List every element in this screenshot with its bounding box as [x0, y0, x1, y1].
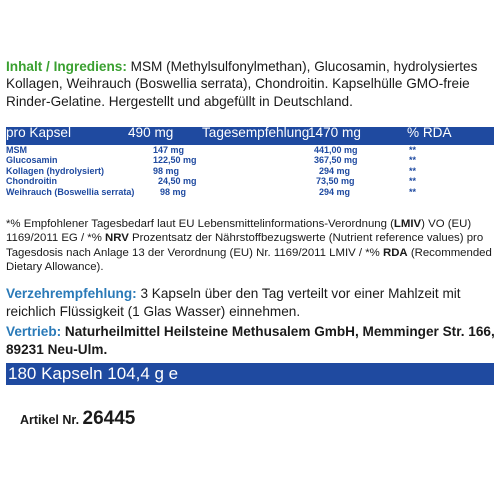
table-row [6, 155, 494, 165]
row-name: Glucosamin [6, 155, 58, 166]
article-number-value: 26445 [82, 408, 136, 429]
ingredients-label: Inhalt / Ingrediens: [6, 59, 127, 74]
header-daily-label: Tagesempfehlung [202, 125, 310, 140]
row-rda: ** [409, 155, 417, 166]
row-amount: 24,50 mg [158, 176, 197, 187]
row-amount: 122,50 mg [153, 155, 197, 166]
footnote-text: Prozentsatz der Nährstoffbezugswerte (Nutrient reference values) pro Tagesdosis nach Anlage 13 der Verordnung (EU) Nr. 1169/2011 LMIV / *% [6, 232, 484, 259]
table-row [6, 166, 494, 176]
row-rda: ** [409, 186, 417, 197]
row-amount: 147 mg [153, 145, 185, 155]
footnote-lmiv: LMIV [393, 218, 422, 230]
footnote-nrv: NRV [105, 232, 129, 245]
header-capsule-amount: 490 mg [128, 125, 174, 140]
capsule-count: 180 Kapseln 104,4 g e [8, 364, 179, 383]
row-rda: ** [409, 176, 417, 187]
row-amount: 98 mg [153, 165, 180, 176]
row-rda: ** [409, 145, 417, 155]
row-amount: 98 mg [160, 186, 187, 197]
footnote-text: (Recommended Dietary Allowance). [6, 246, 492, 274]
row-name: MSM [6, 145, 27, 155]
row-name: Weihrauch (Boswellia serrata) [6, 186, 135, 197]
article-number [20, 408, 135, 430]
row-name: Kollagen (hydrolysiert) [6, 165, 105, 176]
row-rda: ** [409, 165, 417, 176]
header-daily-amount: 1470 mg [308, 125, 361, 140]
footnote-text: ) VO (EU) 1169/2011 EG / *% [6, 218, 472, 245]
row-daily: 73,50 mg [316, 176, 355, 187]
row-daily: 294 mg [319, 186, 351, 197]
row-daily: 367,50 mg [314, 155, 358, 166]
table-row [6, 145, 494, 155]
capsule-count-banner [6, 363, 494, 385]
row-daily: 294 mg [319, 165, 351, 176]
header-rda: % RDA [407, 125, 452, 140]
nutrition-table-header [6, 127, 494, 145]
article-number-label: Artikel Nr. [20, 413, 83, 427]
header-per-capsule: pro Kapsel [6, 125, 71, 140]
footnote-rda: RDA [382, 246, 408, 259]
distributor-text: Naturheilmittel Heilsteine Methusalem GmbH, Memminger Str. 166, 89231 Neu-Ulm. [6, 324, 495, 357]
ingredients-text: MSM (Methylsulfonylmethan), Glucosamin, hydrolysiertes Kollagen, Weihrauch (Boswellia serrata), Chondroitin. Kapselhülle GMO-freie Rinder-Gelatine. Hergestellt und abgefüllt in Deutschland. [6, 59, 478, 109]
row-daily: 441,00 mg [314, 145, 358, 155]
dosage-text: 3 Kapseln über den Tag verteilt vor einer Mahlzeit mit reichlich Flüssigkeit (1 Glas Wasser) einnehmen. [6, 286, 461, 319]
table-row [6, 187, 494, 197]
table-row [6, 176, 494, 186]
distributor-label: Vertrieb: [6, 324, 62, 339]
ingredients-paragraph [6, 58, 494, 110]
row-name: Chondroitin [6, 176, 57, 187]
distributor-info [6, 323, 496, 359]
footnotes [6, 217, 494, 275]
dosage-recommendation [6, 285, 496, 321]
nutrition-table [6, 127, 494, 197]
dosage-label: Verzehrempfehlung: [6, 286, 137, 301]
footnote-text: *% Empfohlener Tagesbedarf laut EU Lebensmittelinformations-Verordnung ( [6, 218, 394, 230]
